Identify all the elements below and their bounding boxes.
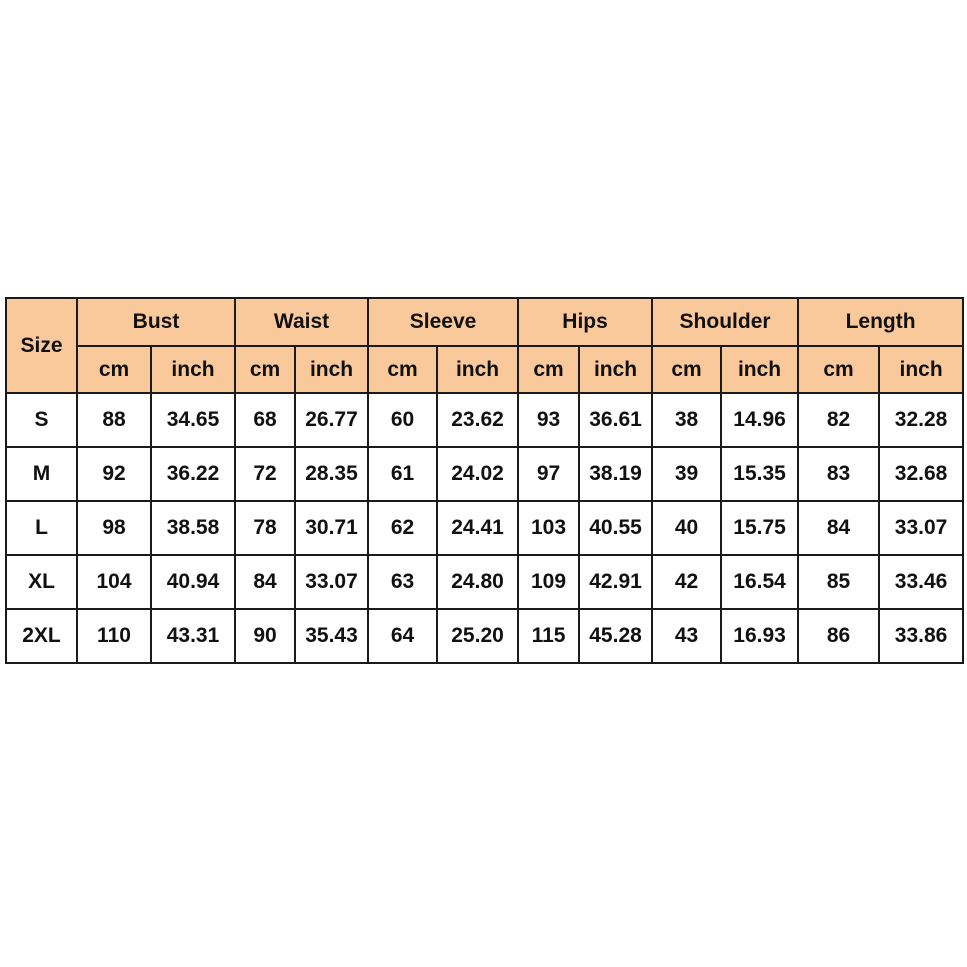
size-chart-table xyxy=(5,297,964,664)
unit-header: cm xyxy=(652,346,721,393)
table-cell: 110 xyxy=(77,609,151,663)
table-cell: 93 xyxy=(518,393,579,447)
table-row xyxy=(6,447,963,501)
table-cell: 64 xyxy=(368,609,437,663)
table-cell: 68 xyxy=(235,393,295,447)
unit-header: inch xyxy=(437,346,518,393)
table-cell: 24.80 xyxy=(437,555,518,609)
unit-header: cm xyxy=(235,346,295,393)
table-cell: 83 xyxy=(798,447,879,501)
table-cell: 33.46 xyxy=(879,555,963,609)
table-cell: 43.31 xyxy=(151,609,235,663)
table-cell: 45.28 xyxy=(579,609,652,663)
size-cell: XL xyxy=(6,555,77,609)
table-cell: 24.02 xyxy=(437,447,518,501)
table-cell: 86 xyxy=(798,609,879,663)
table-cell: 104 xyxy=(77,555,151,609)
table-row xyxy=(6,609,963,663)
table-cell: 14.96 xyxy=(721,393,798,447)
shoulder-header: Shoulder xyxy=(652,298,798,346)
size-cell: L xyxy=(6,501,77,555)
size-cell: S xyxy=(6,393,77,447)
table-cell: 90 xyxy=(235,609,295,663)
table-cell: 16.54 xyxy=(721,555,798,609)
table-cell: 40 xyxy=(652,501,721,555)
size-cell: M xyxy=(6,447,77,501)
table-cell: 43 xyxy=(652,609,721,663)
unit-header: inch xyxy=(721,346,798,393)
waist-header: Waist xyxy=(235,298,368,346)
table-cell: 35.43 xyxy=(295,609,368,663)
table-cell: 63 xyxy=(368,555,437,609)
table-cell: 38.19 xyxy=(579,447,652,501)
table-cell: 26.77 xyxy=(295,393,368,447)
size-column-header: Size xyxy=(6,298,77,393)
table-cell: 40.94 xyxy=(151,555,235,609)
table-cell: 34.65 xyxy=(151,393,235,447)
table-cell: 38.58 xyxy=(151,501,235,555)
size-cell: 2XL xyxy=(6,609,77,663)
table-cell: 40.55 xyxy=(579,501,652,555)
table-cell: 98 xyxy=(77,501,151,555)
table-cell: 78 xyxy=(235,501,295,555)
unit-header: inch xyxy=(295,346,368,393)
table-cell: 84 xyxy=(798,501,879,555)
table-cell: 39 xyxy=(652,447,721,501)
table-cell: 85 xyxy=(798,555,879,609)
unit-header: cm xyxy=(518,346,579,393)
hips-header: Hips xyxy=(518,298,652,346)
table-cell: 72 xyxy=(235,447,295,501)
table-cell: 23.62 xyxy=(437,393,518,447)
unit-header: inch xyxy=(151,346,235,393)
sleeve-header: Sleeve xyxy=(368,298,518,346)
unit-header: inch xyxy=(879,346,963,393)
table-cell: 115 xyxy=(518,609,579,663)
table-cell: 103 xyxy=(518,501,579,555)
table-cell: 42 xyxy=(652,555,721,609)
unit-header: cm xyxy=(798,346,879,393)
length-header: Length xyxy=(798,298,963,346)
table-cell: 60 xyxy=(368,393,437,447)
table-cell: 32.28 xyxy=(879,393,963,447)
unit-header: cm xyxy=(77,346,151,393)
table-cell: 25.20 xyxy=(437,609,518,663)
table-cell: 62 xyxy=(368,501,437,555)
unit-header: inch xyxy=(579,346,652,393)
table-cell: 88 xyxy=(77,393,151,447)
table-cell: 82 xyxy=(798,393,879,447)
table-cell: 24.41 xyxy=(437,501,518,555)
table-cell: 33.86 xyxy=(879,609,963,663)
table-cell: 84 xyxy=(235,555,295,609)
bust-header: Bust xyxy=(77,298,235,346)
unit-header: cm xyxy=(368,346,437,393)
table-row xyxy=(6,501,963,555)
table-cell: 42.91 xyxy=(579,555,652,609)
table-cell: 16.93 xyxy=(721,609,798,663)
table-cell: 38 xyxy=(652,393,721,447)
table-cell: 109 xyxy=(518,555,579,609)
table-cell: 32.68 xyxy=(879,447,963,501)
table-cell: 28.35 xyxy=(295,447,368,501)
table-cell: 33.07 xyxy=(879,501,963,555)
table-cell: 92 xyxy=(77,447,151,501)
table-cell: 15.35 xyxy=(721,447,798,501)
table-cell: 30.71 xyxy=(295,501,368,555)
table-cell: 36.22 xyxy=(151,447,235,501)
table-row xyxy=(6,555,963,609)
table-row xyxy=(6,393,963,447)
table-cell: 97 xyxy=(518,447,579,501)
table-cell: 36.61 xyxy=(579,393,652,447)
table-cell: 15.75 xyxy=(721,501,798,555)
table-cell: 33.07 xyxy=(295,555,368,609)
table-cell: 61 xyxy=(368,447,437,501)
